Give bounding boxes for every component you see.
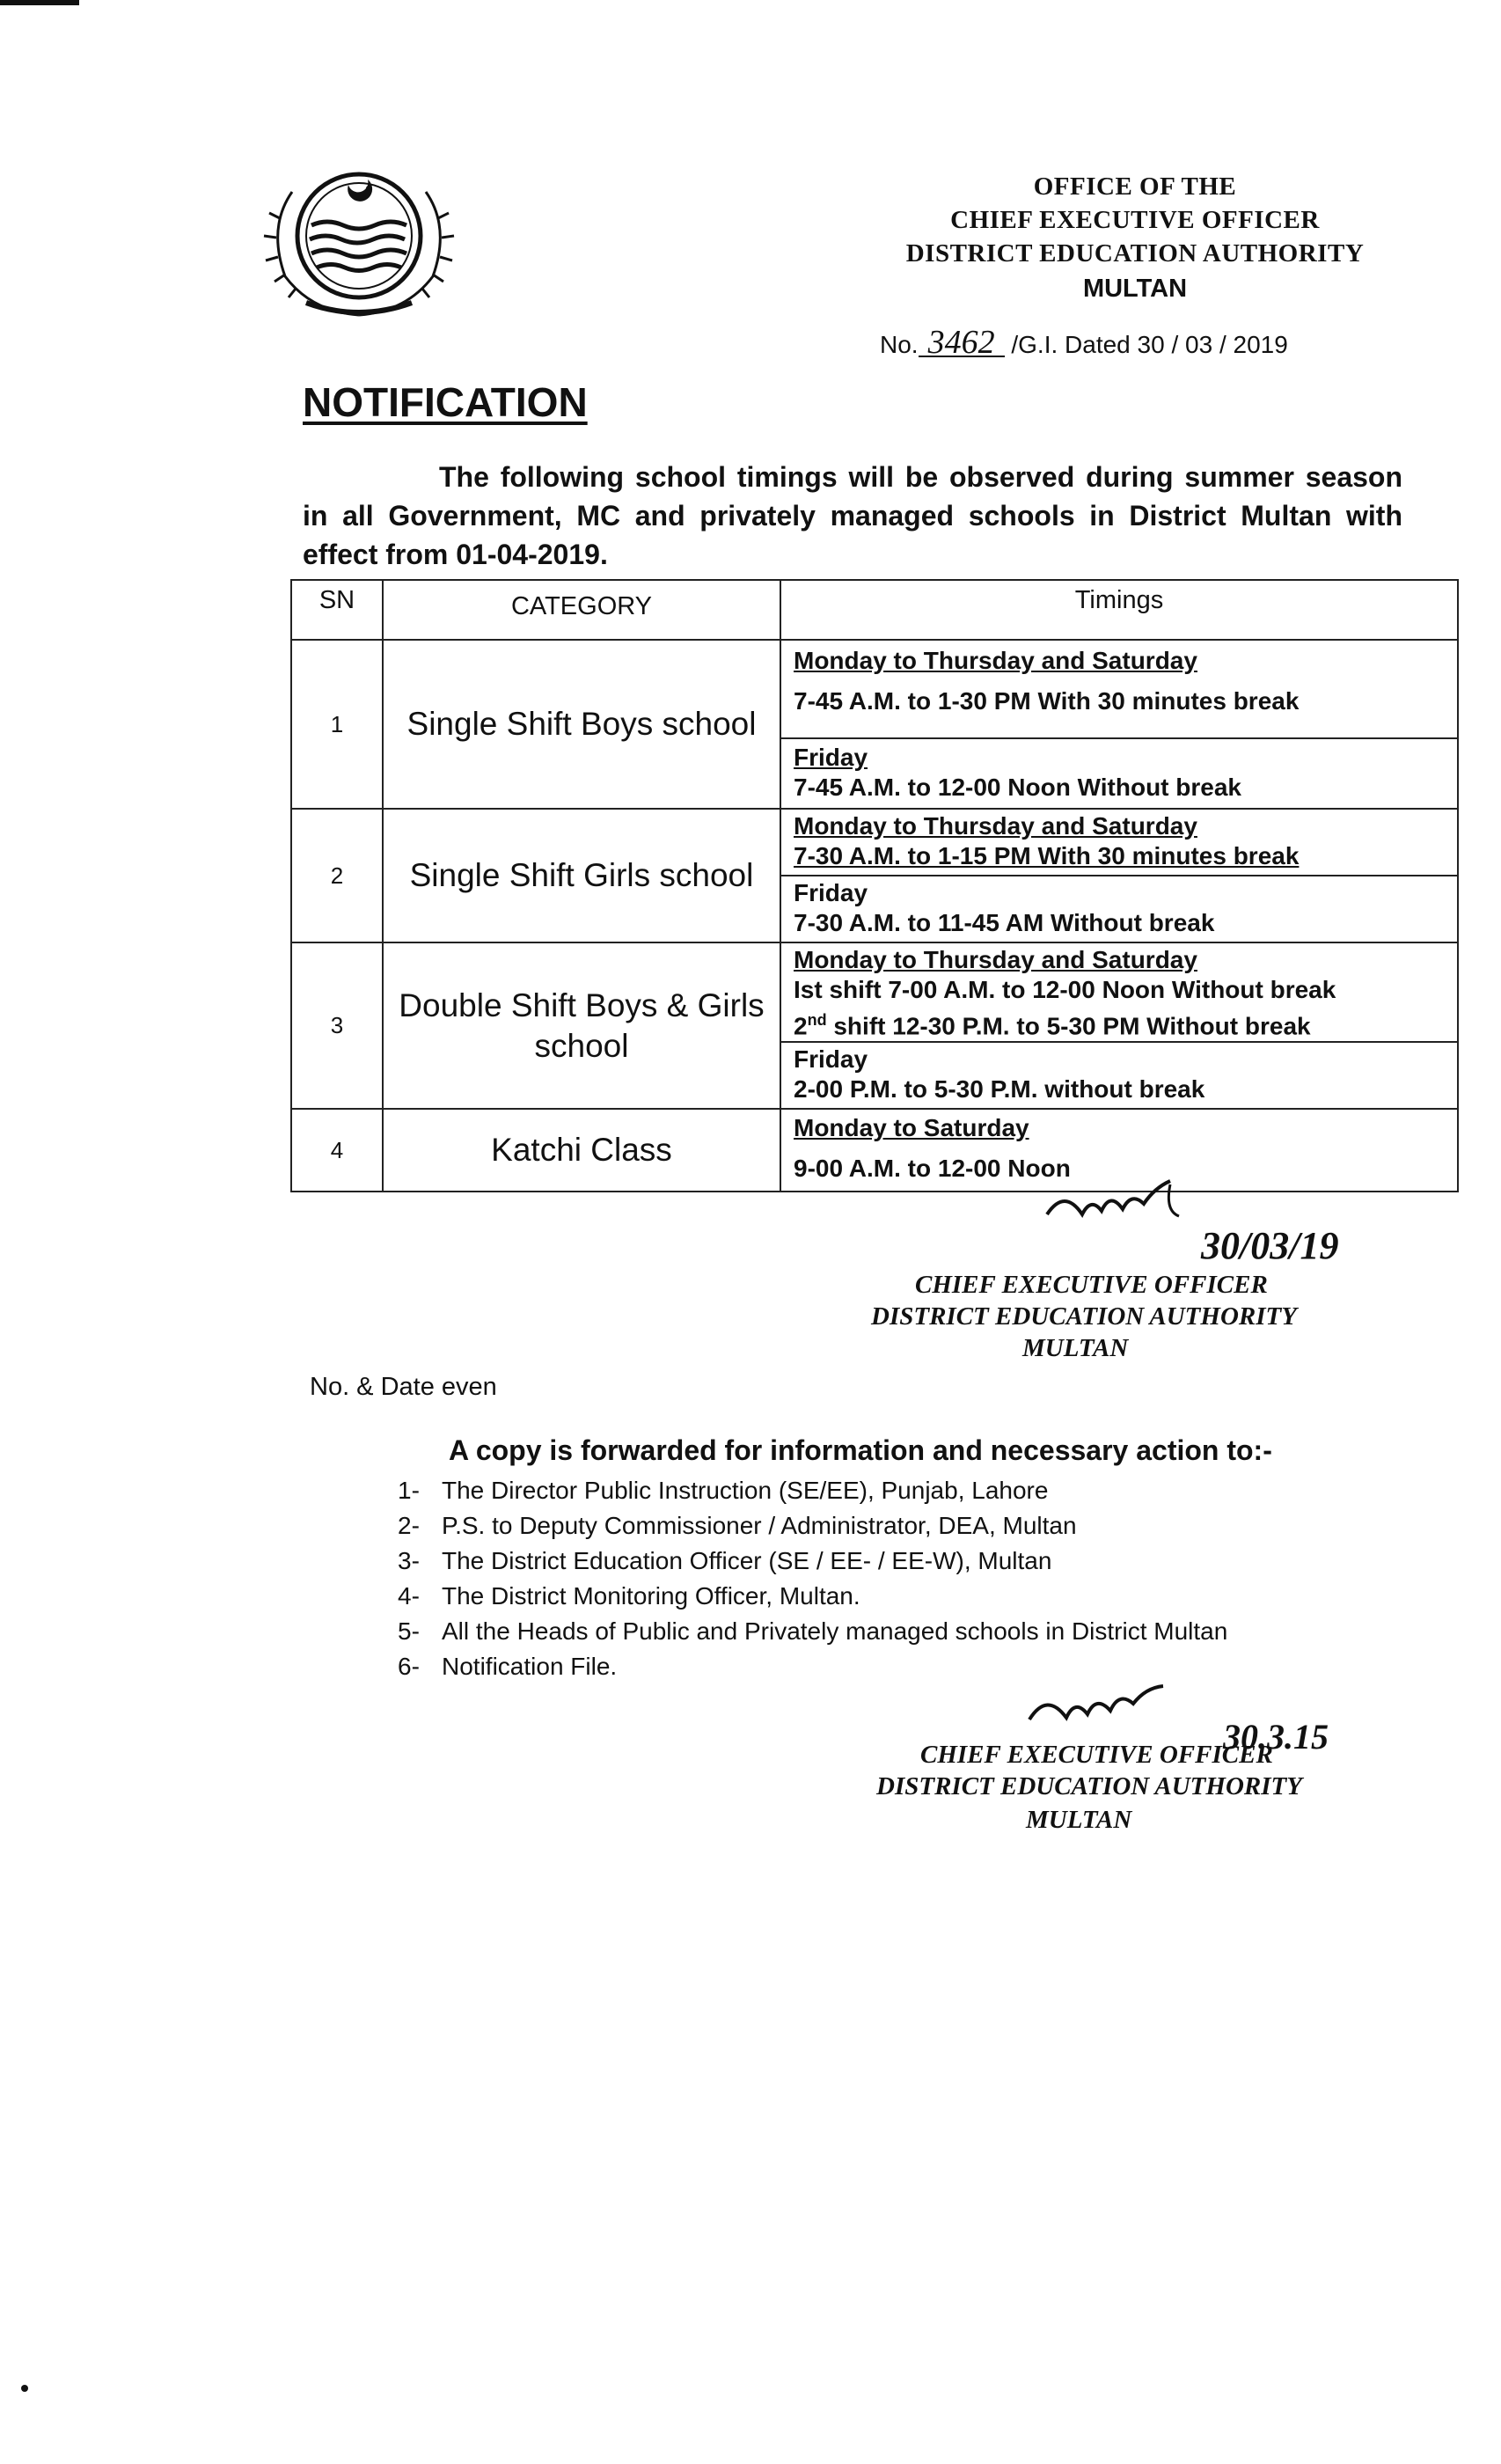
timing-line: 7-45 A.M. to 12-00 Noon Without break: [794, 774, 1241, 801]
list-item-text: The Director Public Instruction (SE/EE), Punjab, Lahore: [442, 1477, 1049, 1504]
timing-days: Friday: [794, 879, 868, 906]
row-category: Katchi Class: [383, 1109, 780, 1192]
timing-block: [780, 942, 1458, 1042]
timing-line: 7-45 A.M. to 1-30 PM With 30 minutes break: [794, 687, 1300, 715]
office-heading-line2: CHIEF EXECUTIVE OFFICER: [950, 206, 1320, 234]
second-shift-prefix: 2: [794, 1012, 808, 1040]
signature-date-2: 30.3.15: [1223, 1717, 1329, 1756]
list-item-text: Notification File.: [442, 1653, 618, 1680]
timing-line: 9-00 A.M. to 12-00 Noon: [794, 1155, 1071, 1183]
signature2-title-line1: CHIEF EXECUTIVE OFFICER: [920, 1741, 1273, 1769]
list-item-number: 1-: [398, 1477, 420, 1504]
school-timings-table: [290, 579, 1459, 1192]
timing-line: 2-00 P.M. to 5-30 P.M. without break: [794, 1075, 1205, 1104]
timing-block: [780, 640, 1458, 738]
list-item-number: 6-: [398, 1653, 420, 1680]
list-item: [398, 1579, 1227, 1614]
office-heading-line1: OFFICE OF THE: [1033, 172, 1237, 201]
row-category: Double Shift Boys & Girls school: [383, 942, 780, 1109]
list-item: [398, 1473, 1227, 1508]
list-item-text: The District Monitoring Officer, Multan.: [442, 1582, 860, 1610]
timing-line: 7-30 A.M. to 11-45 AM Without break: [794, 909, 1215, 936]
signature-date-1: 30/03/19: [1201, 1224, 1339, 1267]
forward-heading: A copy is forwarded for information and necessary action to:-: [449, 1434, 1272, 1466]
reference-number: 3462: [919, 329, 1005, 357]
row-sn: 4: [291, 1109, 383, 1192]
list-item-number: 5-: [398, 1617, 420, 1645]
forward-list: [398, 1473, 1227, 1684]
list-item: [398, 1614, 1227, 1649]
reference-line: [880, 324, 1288, 361]
timing-days: Monday to Thursday and Saturday: [794, 647, 1197, 674]
timing-line: 7-30 A.M. to 1-15 PM With 30 minutes break: [794, 842, 1300, 869]
signature1-title-line3: MULTAN: [1022, 1334, 1129, 1362]
row-sn: 3: [291, 942, 383, 1109]
list-item-text: P.S. to Deputy Commissioner / Administrator, DEA, Multan: [442, 1512, 1077, 1539]
timing-block: [780, 738, 1458, 809]
header-category: CATEGORY: [383, 580, 780, 640]
row-sn: 1: [291, 640, 383, 809]
timing-days: Friday: [794, 1045, 868, 1074]
table-row: [291, 809, 1458, 876]
second-shift-sup: nd: [807, 1011, 827, 1029]
row-sn: 2: [291, 809, 383, 942]
list-item: [398, 1508, 1227, 1544]
list-item-number: 2-: [398, 1512, 420, 1539]
scan-speck: [21, 2385, 28, 2392]
signature1-title-line1: CHIEF EXECUTIVE OFFICER: [915, 1271, 1268, 1299]
list-item: [398, 1649, 1227, 1684]
timing-line-second-shift: [794, 1005, 1457, 1041]
signature1-title-line2: DISTRICT EDUCATION AUTHORITY: [871, 1302, 1297, 1331]
office-heading-line3: DISTRICT EDUCATION AUTHORITY: [905, 239, 1365, 268]
list-item-number: 3-: [398, 1547, 420, 1574]
table-row: [291, 942, 1458, 1042]
timing-days: Monday to Thursday and Saturday: [794, 946, 1197, 973]
signature2-title-line3: MULTAN: [1026, 1806, 1132, 1834]
list-item: [398, 1544, 1227, 1579]
timing-days: Monday to Thursday and Saturday: [794, 812, 1197, 840]
table-header-row: [291, 580, 1458, 640]
reference-date: /G.I. Dated 30 / 03 / 2019: [1011, 331, 1288, 358]
header-timings: Timings: [780, 580, 1458, 640]
endorsement-line: No. & Date even: [310, 1373, 497, 1401]
header-sn: SN: [291, 580, 383, 640]
table-row: [291, 640, 1458, 738]
office-heading-city: MULTAN: [1082, 275, 1188, 303]
timing-line: Ist shift 7-00 A.M. to 12-00 Noon Without break: [794, 976, 1336, 1003]
punjab-emblem-logo: [245, 157, 473, 324]
timing-block: [780, 876, 1458, 942]
signature2-title-line2: DISTRICT EDUCATION AUTHORITY: [876, 1772, 1302, 1800]
timing-days: Monday to Saturday: [794, 1114, 1029, 1142]
timing-line: shift 12-30 P.M. to 5-30 PM Without break: [833, 1012, 1311, 1040]
list-item-text: All the Heads of Public and Privately managed schools in District Multan: [442, 1617, 1228, 1645]
reference-prefix: No.: [880, 331, 919, 358]
timing-block: [780, 809, 1458, 876]
list-item-number: 4-: [398, 1582, 420, 1610]
timing-block: [780, 1042, 1458, 1109]
notification-title: NOTIFICATION: [303, 379, 588, 425]
table-row: [291, 1109, 1458, 1192]
row-category: Single Shift Boys school: [383, 640, 780, 809]
list-item-text: The District Education Officer (SE / EE- / EE-W), Multan: [442, 1547, 1052, 1574]
top-edge-mark: [0, 0, 79, 5]
timing-days: Friday: [794, 744, 868, 771]
row-category: Single Shift Girls school: [383, 809, 780, 942]
notification-intro: The following school timings will be observed during summer season in all Government, MC and privately managed schools in District Multan with effect from 01-04-2019.: [303, 461, 1402, 570]
